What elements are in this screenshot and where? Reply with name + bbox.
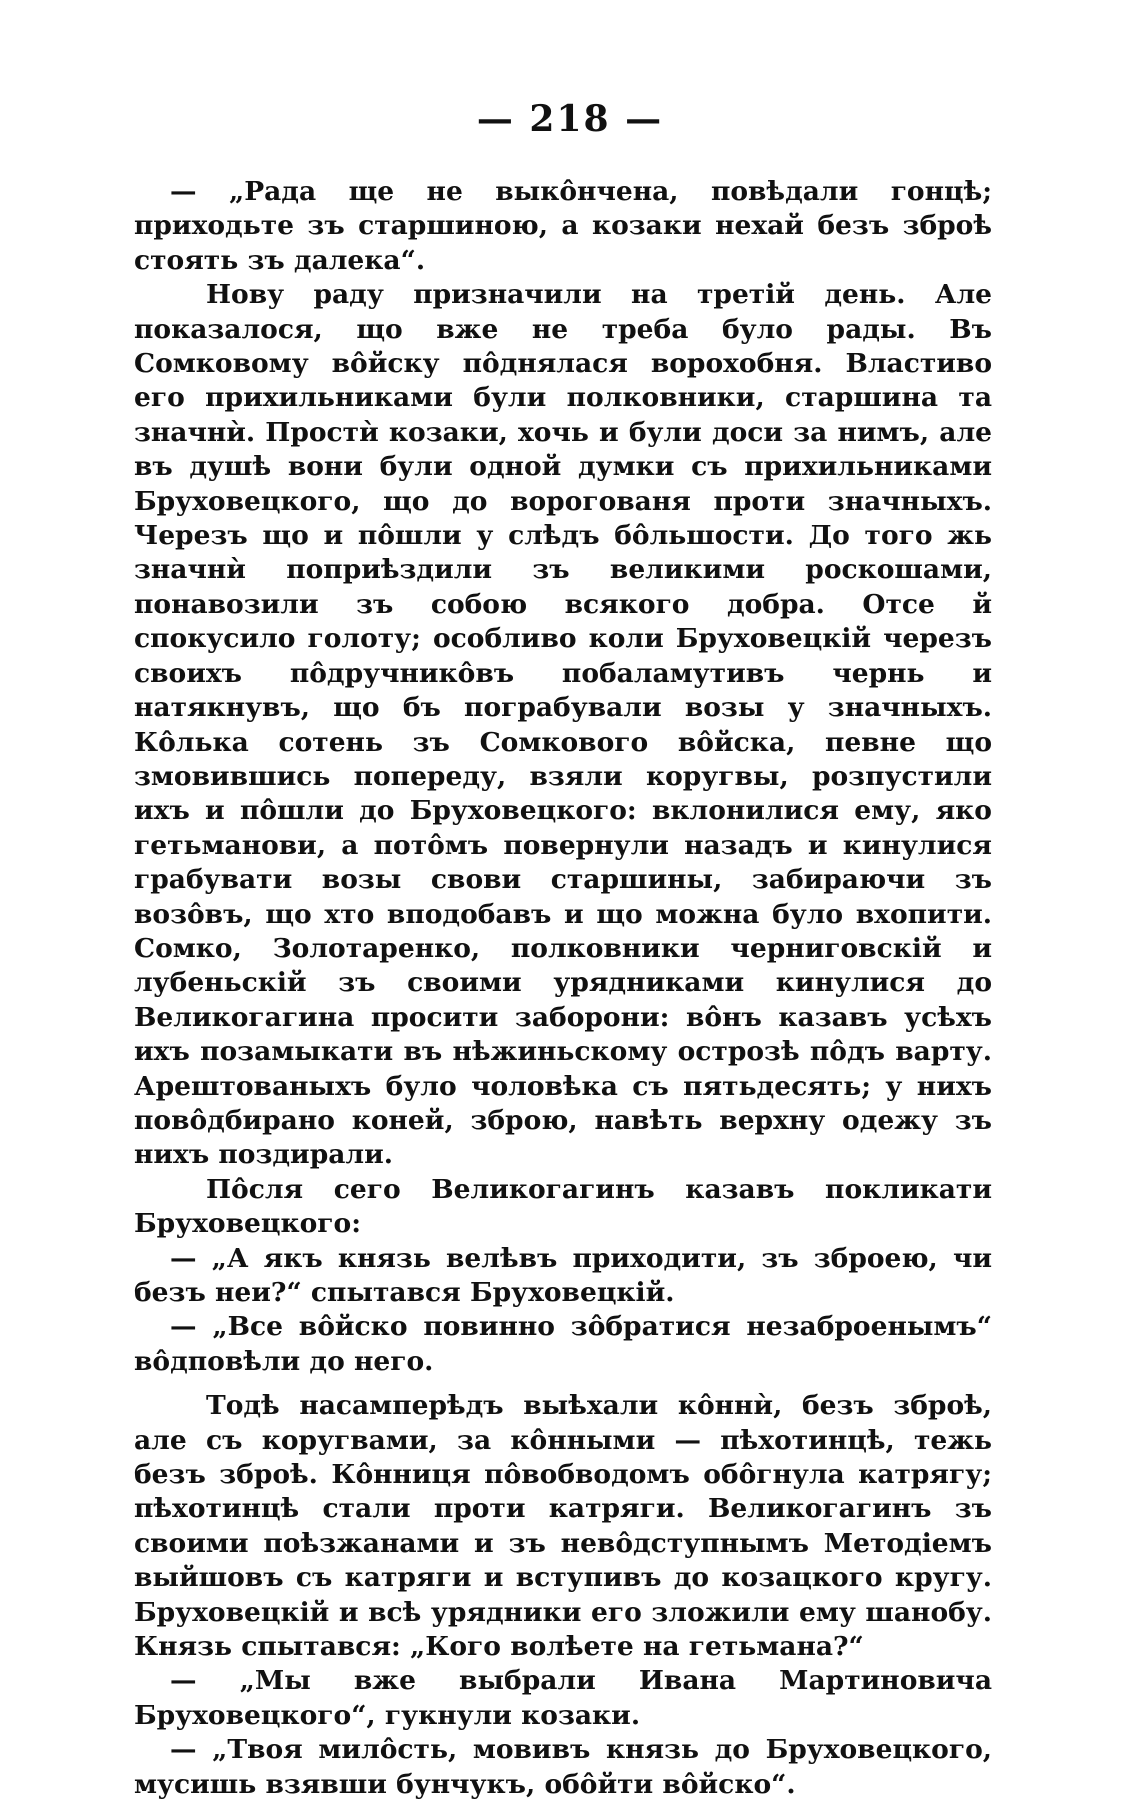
body-text [134, 175, 992, 1802]
paragraph: — „Все вôйско повинно зôбратися незаброенымъ“ вôдповѣли до него. [134, 1311, 992, 1377]
paragraph: Тодѣ насамперѣдъ выѣхали кôннѝ, безъ зброѣ, але съ коругвами, за кôнными — пѣхотинцѣ, тежь безъ зброѣ. Кôнниця пôвобводомъ обôгнула катрягу; пѣхотинцѣ стали проти катряги. Великогагинъ зъ своими поѣзжанами и зъ невôдступнымъ Методіемъ выйшовъ съ катряги и вступивъ до козацкого кругу. Бруховецкій и всѣ урядники его зложили ему шанобу. Князь спытався: „Кого волѣете на гетьмана?“ [134, 1390, 992, 1663]
paragraph: Нову раду призначили на третій день. Але показалося, що вже не треба було рады. Въ Сомковому вôйску пôднялася ворохобня. Властиво его прихильниками були полковники, старшина та значнѝ. Простѝ козаки, хочь и були доси за нимъ, але въ душѣ вони були одной думки съ прихильниками Бруховецкого, що до ворогованя проти значныхъ. Черезъ що и пôшли у слѣдъ бôльшости. До того жь значнѝ поприѣздили зъ великими роскошами, понавозили зъ собою всякого добра. Отсе й спокусило голоту; особливо коли Бруховецкій черезъ своихъ пôдручникôвъ побаламутивъ чернь и натякнувъ, що бъ пограбували возы у значныхъ. Кôлька сотень зъ Сомкового вôйска, певне що змовившись попереду, взяли коругвы, розпустили ихъ и пôшли до Бруховецкого: вклонилися ему, яко гетьманови, а потôмъ повернули назадъ и кинулися грабувати возы свови старшины, забираючи зъ возôвъ, що хто вподобавъ и що можна було вхопити. Сомко, Золотаренко, полковники черниговскій и лубеньскій зъ своими урядниками кинулися до Великогагина просити заборони: вôнъ казавъ усѣхъ ихъ позамыкати въ нѣжиньскому острозѣ пôдъ варту. Арештованыхъ було чоловѣка съ пятьдесять; у нихъ повôдбирано коней, зброю, навѣть верхну одежу зъ нихъ поздирали. [134, 279, 992, 1171]
paragraph: — „Мы вже выбрали Ивана Мартиновича Бруховецкого“, гукнули козаки. [134, 1665, 992, 1731]
page-number: — 218 — [476, 98, 664, 140]
paragraph: Пôсля сего Великогагинъ казавъ покликати Бруховецкого: [134, 1173, 992, 1240]
paragraph: — „А якъ князь велѣвъ приходити, зъ зброею, чи безъ неи?“ спытався Бруховецкій. [134, 1242, 992, 1308]
paragraph: — „Рада ще не выкôнчена, повѣдали гонцѣ; приходьте зъ старшиною, а козаки нехай безъ зброѣ стоять зъ далека“. [134, 176, 992, 276]
paragraph: — „Твоя милôсть, мовивъ князь до Бруховецкого, мусишь взявши бунчукъ, обôйти вôйско“. [134, 1734, 992, 1800]
